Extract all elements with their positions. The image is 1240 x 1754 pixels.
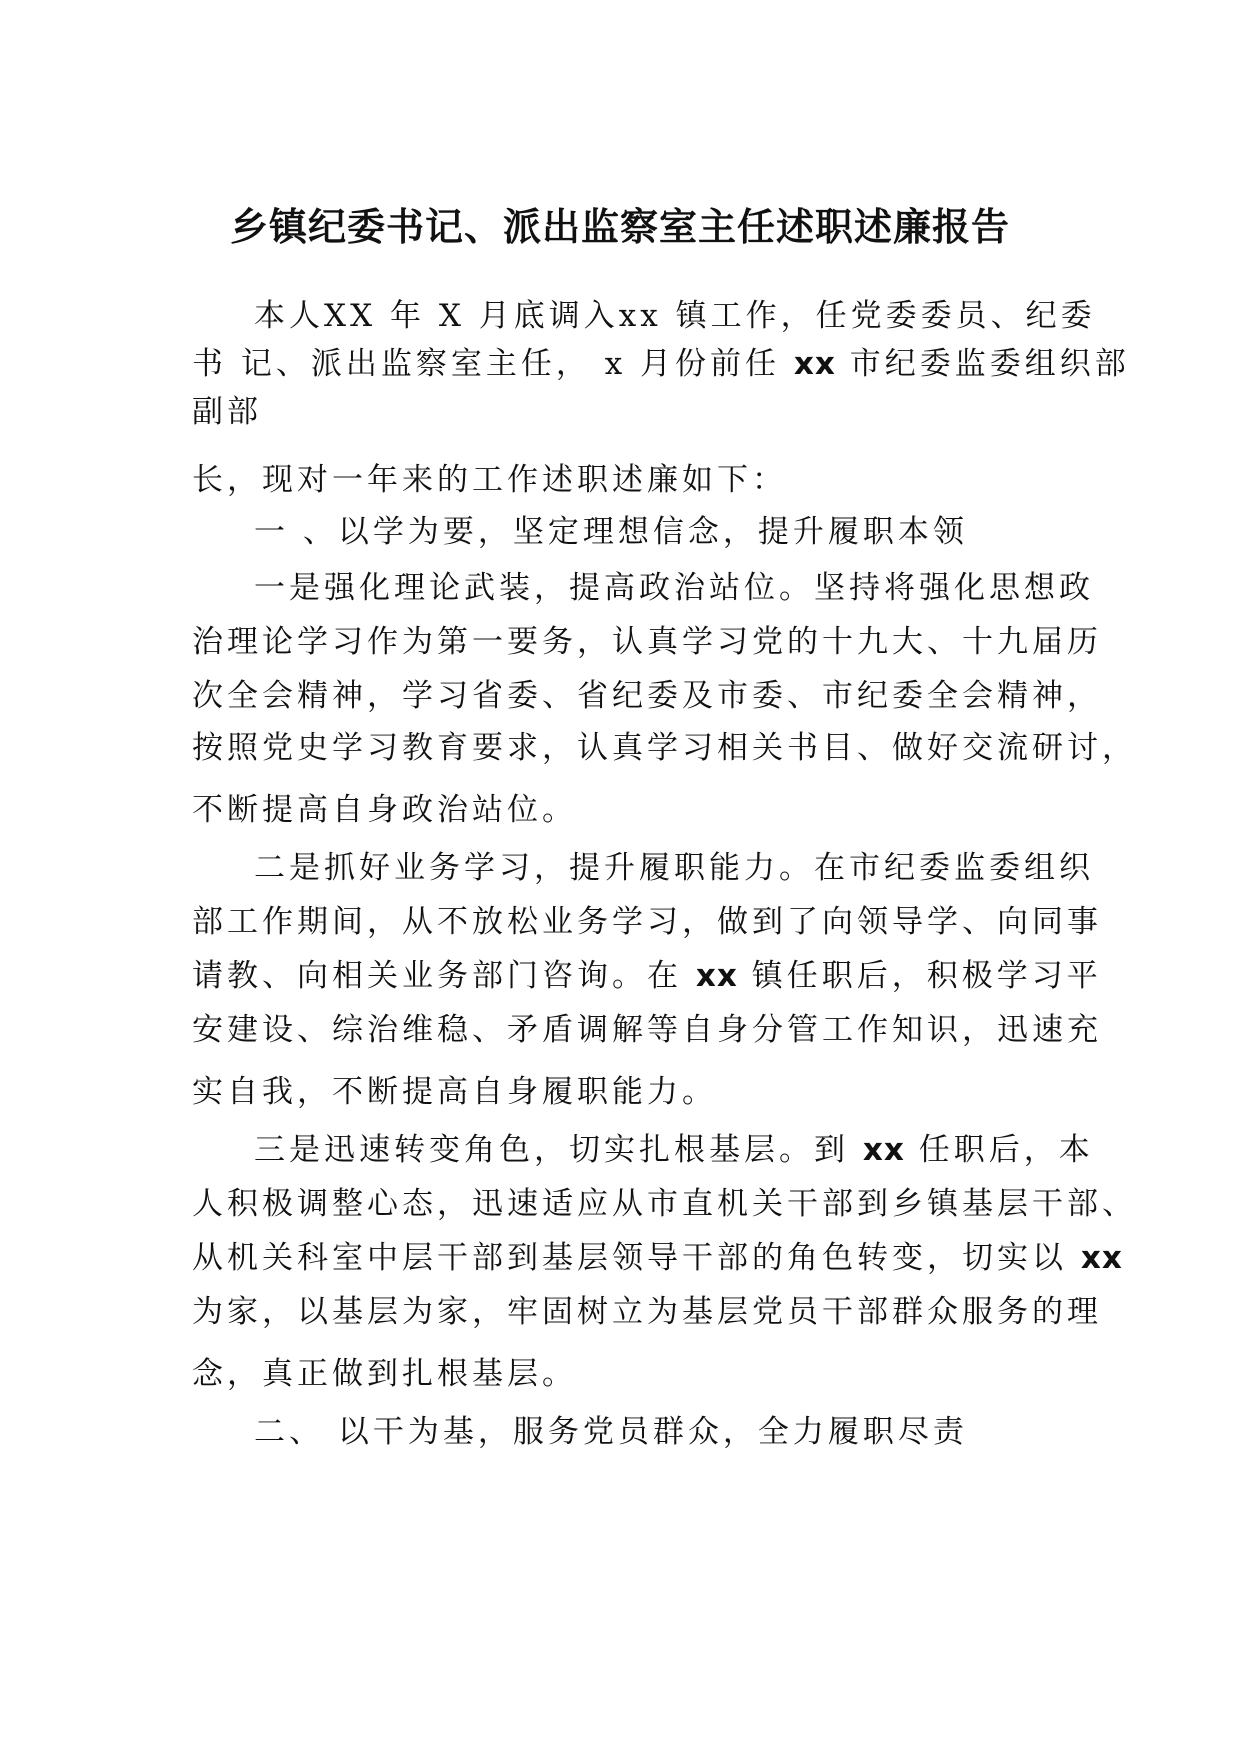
paragraph-line: 为家，以基层为家，牢固树立为基层党员干部群众服务的理 <box>192 1294 1102 1330</box>
document-title: 乡镇纪委书记、派出监察室主任述职述廉报告 <box>229 205 1010 249</box>
paragraph-line: 请教、向相关业务部门咨询。在 xx 镇任职后，积极学习平 <box>192 958 1102 994</box>
paragraph-line: 副部 <box>192 394 262 430</box>
paragraph-line: 长，现对一年来的工作述职述廉如下： <box>192 462 787 498</box>
paragraph-line: 书 记、派出监察室主任， x 月份前任 xx 市纪委监委组织部 <box>192 346 1130 382</box>
paragraph-line: 一是强化理论武装，提高政治站位。坚持将强化思想政 <box>254 570 1094 606</box>
xx-placeholder: xx <box>862 1132 905 1168</box>
section-heading: 一 、以学为要，坚定理想信念，提升履职本领 <box>254 514 968 550</box>
paragraph-line: 部工作期间，从不放松业务学习，做到了向领导学、向同事 <box>192 904 1102 940</box>
paragraph-line: 念，真正做到扎根基层。 <box>192 1356 577 1392</box>
paragraph-line: 不断提高自身政治站位。 <box>192 792 577 828</box>
paragraph-line: 人积极调整心态，迅速适应从市直机关干部到乡镇基层干部、 <box>192 1186 1137 1222</box>
paragraph-line: 安建设、综治维稳、矛盾调解等自身分管工作知识，迅速充 <box>192 1012 1102 1048</box>
paragraph-line: 从机关科室中层干部到基层领导干部的角色转变，切实以 xx <box>192 1240 1123 1276</box>
paragraph-line: 次全会精神，学习省委、省纪委及市委、市纪委全会精神， <box>192 678 1102 714</box>
paragraph-line: 三是迅速转变角色，切实扎根基层。到 xx 任职后，本 <box>254 1132 1094 1168</box>
paragraph-line: 本人XX 年 X 月底调入xx 镇工作，任党委委员、纪委 <box>254 298 1096 334</box>
xx-placeholder: xx <box>793 346 836 382</box>
paragraph-line: 治理论学习作为第一要务，认真学习党的十九大、十九届历 <box>192 624 1102 660</box>
paragraph-line: 实自我，不断提高自身履职能力。 <box>192 1074 717 1110</box>
xx-placeholder: xx <box>695 958 738 994</box>
section-heading: 二、 以干为基，服务党员群众，全力履职尽责 <box>254 1414 968 1450</box>
paragraph-line: 二是抓好业务学习，提升履职能力。在市纪委监委组织 <box>254 850 1094 886</box>
xx-placeholder: xx <box>1080 1240 1123 1276</box>
paragraph-line: 按照党史学习教育要求，认真学习相关书目、做好交流研讨， <box>192 730 1137 766</box>
